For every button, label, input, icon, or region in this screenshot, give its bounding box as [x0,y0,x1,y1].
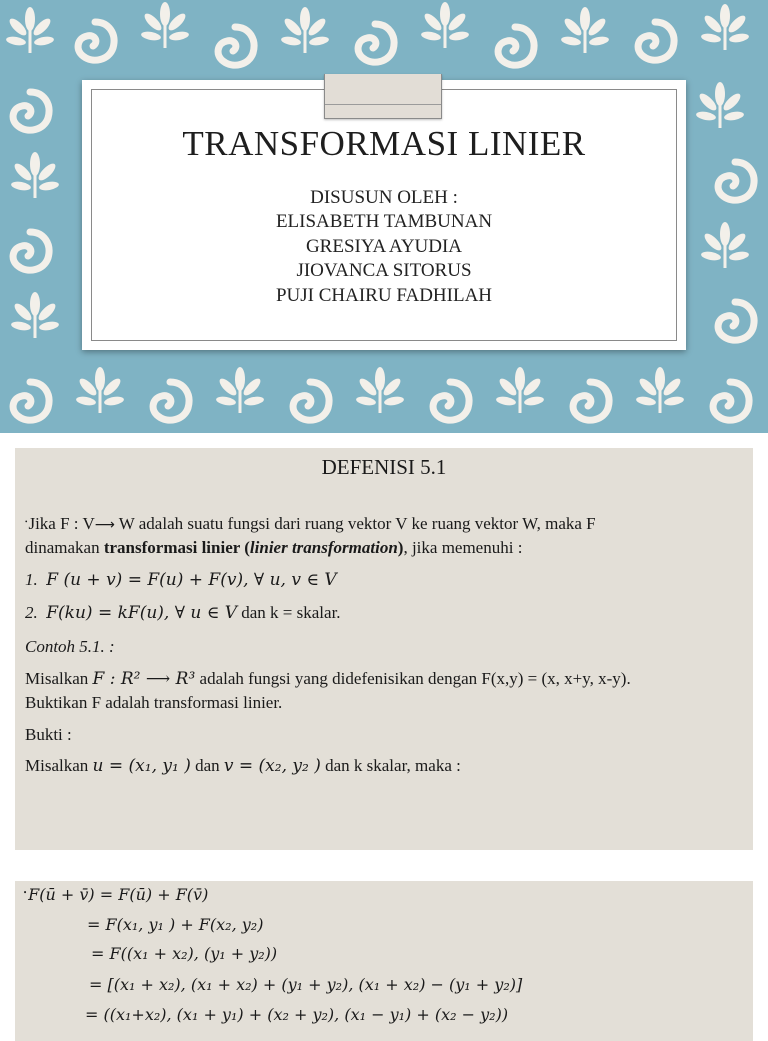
proof-text-b: dan [190,756,224,775]
example-line-1 [25,669,631,689]
condition-1-formula: F (u + v) = F(u) + F(v), ∀ u, v ∈ V [46,570,337,590]
example-text-c: Buktikan F adalah transformasi linier. [25,693,283,712]
equation-text: F(ū + v̄) = F(ū) + F(v̄) [28,885,209,904]
intro-text-d: , jika memenuhi : [403,538,523,557]
definition-slide [15,448,753,850]
intro-text-b: W adalah suatu fungsi dari ruang vektor V ke ruang vektor W, maka F [114,514,596,533]
author-name: PUJI CHAIRU FADHILAH [275,284,493,306]
equation-text: = ((x₁+x₂), (x₁ + y₁) + (x₂ + y₂), (x₁ − y₁) + (x₂ − y₂)) [85,1005,509,1024]
proof-slide [15,881,753,1041]
slide-title: TRANSFORMASI LINIER [182,124,586,163]
bold-term: transformasi linier [103,538,240,557]
example-text-b: adalah fungsi yang didefenisikan dengan F(x,y) = (x, x+y, x-y). [195,669,631,688]
proof-equation-line [23,885,208,904]
authors-heading: DISUSUN OLEH : [310,187,458,208]
title-slide [0,0,768,433]
condition-2-tail: dan k = skalar. [237,603,341,622]
intro-text-a: Jika F : V [28,514,95,533]
author-name: GRESIYA AYUDIA [305,235,463,257]
bullet-icon: • [25,518,28,526]
bullet-icon: • [23,889,28,897]
long-right-arrow-icon: ⟶ [94,517,115,533]
author-name: JIOVANCA SITORUS [296,260,472,282]
proof-equation-line [89,975,522,994]
equation-text: = F((x₁ + x₂), (y₁ + y₂)) [91,944,278,963]
italic-term: linier transformation [249,538,398,557]
proof-label: Bukti : [25,725,72,744]
paren-close: ) [397,538,404,557]
title-tab-line [325,104,441,105]
title-tab-decoration [324,74,442,119]
author-list [82,186,686,308]
definition-line-1 [25,514,596,534]
paren-open: ( [240,538,250,557]
proof-u: u = (x₁, y₁ ) [92,756,191,776]
example-label: Contoh 5.1. : [25,637,115,656]
author-name: ELISABETH TAMBUNAN [275,211,493,233]
condition-2-formula: F(ku) = kF(u), ∀ u ∈ V [46,603,238,623]
proof-equation-line [91,944,277,963]
definition-heading: DEFENISI 5.1 [321,455,447,479]
equation-text: = [(x₁ + x₂), (x₁ + x₂) + (y₁ + y₂), (x₁ + x₂) − (y₁ + y₂)] [89,975,523,994]
equation-text: = F(x₁, y₁ ) + F(x₂, y₂) [87,915,264,934]
condition-1 [25,570,337,590]
title-card [82,80,686,350]
example-function: F : R² ⟶ R³ [92,669,196,689]
proof-equation-line [87,915,263,934]
example-label-row [25,637,115,657]
condition-2 [25,603,341,623]
example-line-2 [25,693,282,713]
condition-1-number: 1. [25,570,38,589]
intro-text-c: dinamakan [25,538,104,557]
example-text-a: Misalkan [25,669,93,688]
definition-line-2 [25,538,522,558]
condition-2-number: 2. [25,603,38,622]
proof-v: v = (x₂, y₂ ) [223,756,321,776]
proof-label-row [25,725,72,745]
proof-text-a: Misalkan [25,756,93,775]
proof-text-c: dan k skalar, maka : [320,756,461,775]
proof-line-1 [25,756,461,776]
proof-equation-line [85,1005,508,1024]
